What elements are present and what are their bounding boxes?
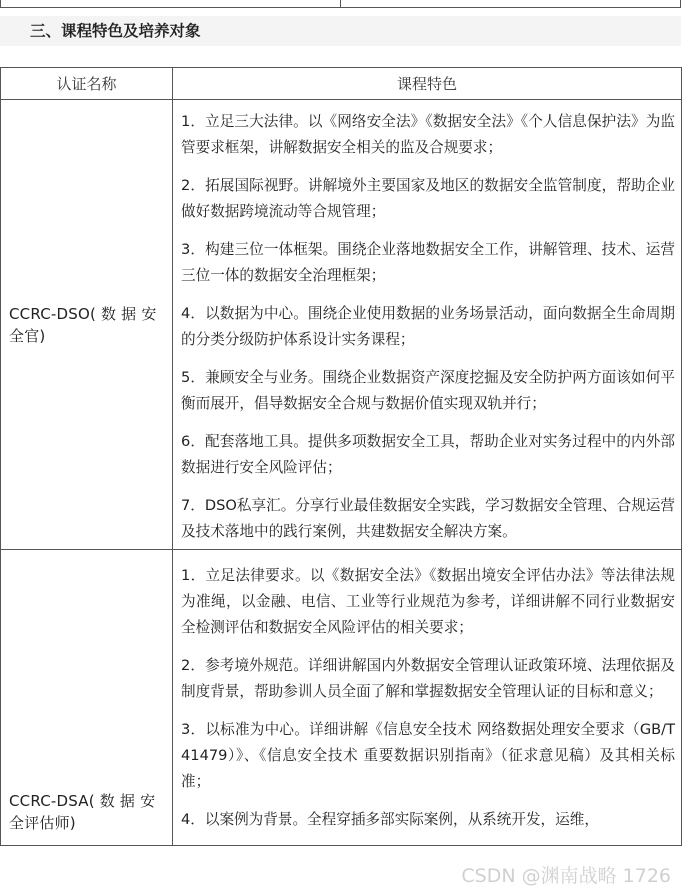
- feature-item: 3．以标准为中心。详细讲解《信息安全技术 网络数据处理安全要求（GB/T 41479）》、《信息安全技术 重要数据识别指南》（征求意见稿）及其相关标准；: [181, 721, 675, 790]
- feature-item: 1．立足三大法律。以《网络安全法》《数据安全法》《个人信息保护法》为监管要求框架，讲解数据安全相关的监及合规要求；: [181, 113, 675, 156]
- feature-item: 2．拓展国际视野。讲解境外主要国家及地区的数据安全监管制度，帮助企业做好数据跨境流动等合规管理；: [181, 177, 675, 220]
- previous-table-divider: [340, 0, 341, 8]
- feature-item: 5．兼顾安全与业务。围绕企业数据资产深度挖掘及安全防护两方面该如何平衡而展开，倡导数据安全合规与数据价值实现双轨并行；: [181, 369, 675, 412]
- features-dsa: [173, 550, 682, 846]
- feature-item: 4．以数据为中心。围绕企业使用数据的业务场景活动，面向数据全生命周期的分类分级防护体系设计实务课程；: [181, 305, 675, 348]
- features-dso: [173, 100, 682, 550]
- table-row-dso: [1, 100, 682, 550]
- cert-name-dso: CCRC-DSO( 数 据 安全官): [1, 100, 173, 550]
- feature-item: 3．构建三位一体框架。围绕企业落地数据安全工作，讲解管理、技术、运营三位一体的数据安全治理框架；: [181, 241, 675, 284]
- table-header-row: [1, 68, 682, 100]
- feature-item: 6．配套落地工具。提供多项数据安全工具，帮助企业对实务过程中的内外部数据进行安全风险评估；: [181, 433, 675, 476]
- header-course-features: 课程特色: [173, 68, 682, 100]
- feature-item: 7．DSO私享汇。分享行业最佳数据安全实践，学习数据安全管理、合规运营及技术落地中的践行案例，共建数据安全解决方案。: [181, 497, 675, 540]
- section-heading: 三、课程特色及培养对象: [0, 16, 681, 46]
- csdn-watermark: CSDN @渊南战略 1726: [461, 865, 671, 887]
- feature-item: 4．以案例为背景。全程穿插多部实际案例，从系统开发，运维，: [181, 811, 599, 828]
- table-row-dsa: [1, 550, 682, 846]
- cert-name-dsa: CCRC-DSA( 数 据 安全评估师): [1, 550, 173, 846]
- course-features-table: [0, 67, 682, 846]
- feature-item: 1．立足法律要求。以《数据安全法》《数据出境安全评估办法》等法律法规为准绳，以金融、电信、工业等行业规范为参考，详细讲解不同行业数据安全检测评估和数据安全风险评估的相关要求；: [181, 567, 675, 636]
- header-cert-name: 认证名称: [1, 68, 173, 100]
- feature-item: 2．参考境外规范。详细讲解国内外数据安全管理认证政策环境、法理依据及制度背景，帮助参训人员全面了解和掌握数据安全管理认证的目标和意义；: [181, 657, 675, 700]
- previous-table-remnant: [0, 0, 681, 8]
